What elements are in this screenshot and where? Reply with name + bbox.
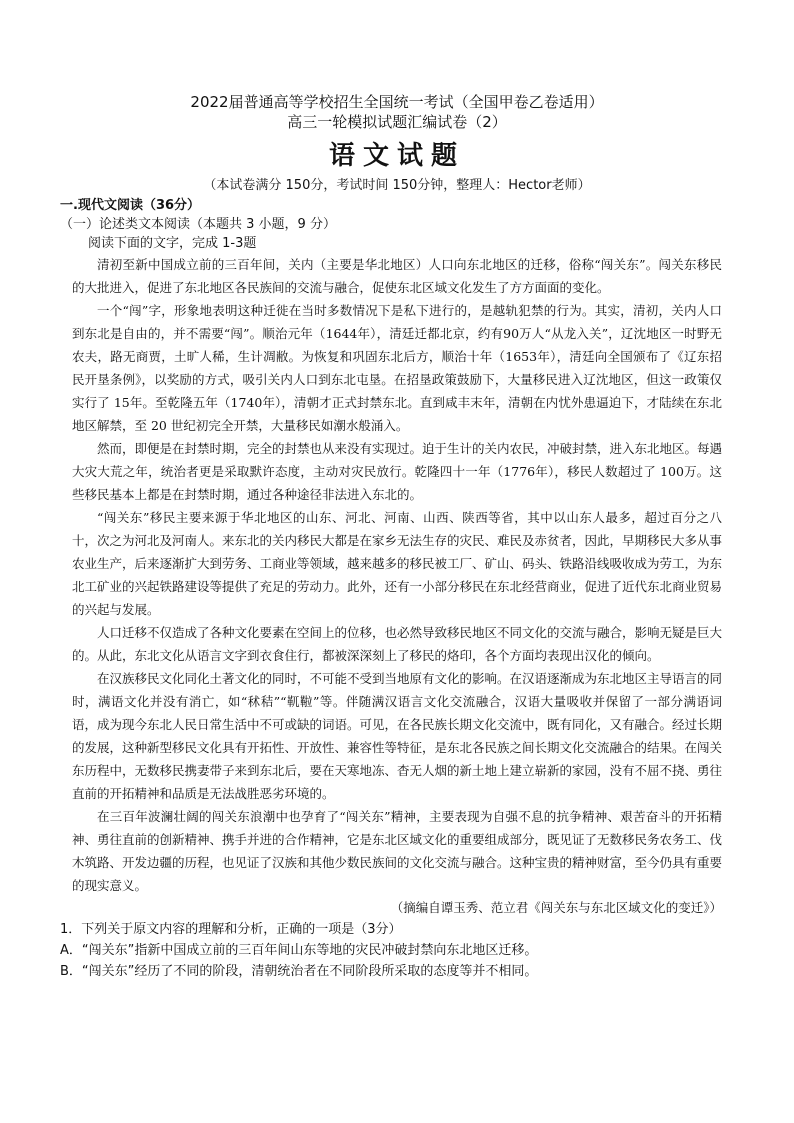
question-option-a: A．“闯关东”指新中国成立前的三百年间山东等地的灾民冲破封禁向东北地区迁移。 (60, 943, 538, 958)
passage-paragraph: 在三百年波澜壮阔的闯关东浪潮中也孕育了“闯关东”精神，主要表现为自强不息的抗争精神、艰苦奋斗的开拓精神、勇往直前的创新精神、携手并进的合作精神，它是东北区域文化的重要组成部分，既见证了无数移民务农务工、伐木筑路、开发边疆的历程，也见证了汉族和其他少数民族间的文化交流与融合。这种宝贵的精神财富，至今仍具有重要的现实意义。 (72, 809, 723, 893)
exam-page (60, 92, 723, 982)
section-heading: 一.现代文阅读（36分） (60, 198, 201, 213)
exam-note: （本试卷满分 150分，考试时间 150分钟，整理人：Hector老师） (203, 178, 591, 193)
reading-instruction: 阅读下面的文字，完成 1-3题 (88, 236, 257, 251)
subsection-heading: （一）论述类文本阅读（本题共 3 小题，9 分） (60, 217, 336, 232)
question-stem: 1．下列关于原文内容的理解和分析，正确的一项是（3分） (60, 922, 402, 937)
question-option-b: B．“闯关东”经历了不同的阶段，清朝统治者在不同阶段所采取的态度等并不相同。 (60, 964, 538, 979)
exam-header-line1: 2022届普通高等学校招生全国统一考试（全国甲卷乙卷适用） (190, 93, 604, 111)
passage-paragraph: 然而，即便是在封禁时期，完全的封禁也从来没有实现过。迫于生计的关内农民，冲破封禁，进入东北地区。每遇大灾大荒之年，统治者更是采取默许态度，主动对灾民放行。乾隆四十一年（1776年），移民人数超过了 100万。这些移民基本上都是在封禁时期，通过各种途径非法进入东北的。 (72, 441, 723, 502)
exam-header-line2: 高三一轮模拟试题汇编试卷（2） (287, 113, 507, 131)
passage-paragraph: 人口迁移不仅造成了各种文化要素在空间上的位移，也必然导致移民地区不同文化的交流与融合，影响无疑是巨大的。从此，东北文化从语言文字到衣食住行，都被深深刻上了移民的烙印，各个方面均表现出汉化的倾向。 (72, 625, 723, 663)
page-title: 语文试题 (328, 141, 465, 171)
passage-paragraph: 在汉族移民文化同化土著文化的同时，不可能不受到当地原有文化的影响。在汉语逐渐成为东北地区主导语言的同时，满语文化并没有消亡，如“秫秸”“靰鞡”等。伴随满汉语言文化交流融合，汉语大量吸收并保留了一部分满语词语，成为现今东北人民日常生活中不可或缺的词语。可见，在各民族长期文化交流中，既有同化，又有融合。经过长期的发展，这种新型移民文化具有开拓性、开放性、兼容性等特征，是东北各民族之间长期文化交流融合的结果。在闯关东历程中，无数移民携妻带子来到东北后，要在天寒地冻、杳无人烟的新土地上建立崭新的家园，没有不屈不挠、勇往直前的开拓精神和品质是无法战胜恶劣环境的。 (72, 671, 723, 801)
passage-source: （摘编自谭玉秀、范立君《闯关东与东北区域文化的变迁》） (390, 900, 722, 915)
passage-paragraph: “闯关东”移民主要来源于华北地区的山东、河北、河南、山西、陕西等省，其中以山东人最多，超过百分之八十，次之为河北及河南人。来东北的关内移民大都是在家乡无法生存的灾民、难民及赤贫者，因此，早期移民大多从事农业生产，后来逐渐扩大到劳务、工商业等领域，越来越多的移民被工厂、矿山、码头、铁路沿线吸收成为劳工，为东北工矿业的兴起铁路建设等提供了充足的劳动力。此外，还有一小部分移民在东北经营商业，促进了近代东北商业贸易的兴起与发展。 (72, 510, 723, 617)
passage-paragraph: 清初至新中国成立前的三百年间，关内（主要是华北地区）人口向东北地区的迁移，俗称“闯关东”。闯关东移民的大批进入，促进了东北地区各民族间的交流与融合，促使东北区域文化发生了方方面面的变化。 (72, 257, 722, 295)
passage-paragraph: 一个“闯”字，形象地表明这种迁徙在当时多数情况下是私下进行的，是越轨犯禁的行为。其实，清初，关内人口到东北是自由的，并不需要“闯”。顺治元年（1644年），清廷迁都北京，约有90万人“从龙入关”，辽沈地区一时野无农夫，路无商贾，土旷人稀，生计凋敝。为恢复和巩固东北后方，顺治十年（1653年），清廷向全国颁布了《辽东招民开垦条例》，以奖励的方式，吸引关内人口到东北屯垦。在招垦政策鼓励下，大量移民进入辽沈地区，但这一政策仅实行了 15年。至乾隆五年（1740年），清朝才正式封禁东北。直到咸丰末年，清朝在内忧外患逼迫下，才陆续在东北地区解禁，至 20 世纪初完全开禁，大量移民如潮水般涌入。 (72, 303, 722, 433)
